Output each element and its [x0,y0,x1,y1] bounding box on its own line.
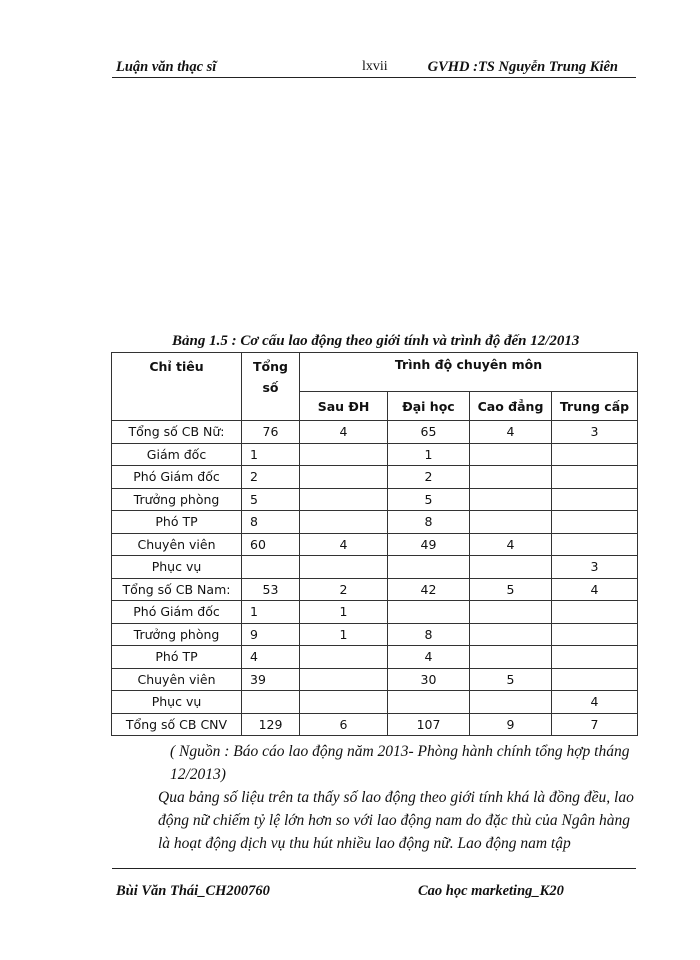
cell-sau-dh: 6 [300,713,388,736]
table-row [112,578,638,601]
table-row [112,533,638,556]
page-footer [112,868,636,899]
cell-dai-hoc: 49 [388,533,470,556]
cell-trung-cap [552,443,638,466]
cell-cao-dang: 9 [470,713,552,736]
cell-cao-dang [470,691,552,714]
table-row [112,443,638,466]
cell-cao-dang: 4 [470,533,552,556]
cell-cao-dang [470,466,552,489]
cell-total [242,691,300,714]
cell-total: 1 [242,443,300,466]
cell-cao-dang [470,556,552,579]
cell-sau-dh: 4 [300,421,388,444]
header-tong-so [242,353,300,421]
footer-program: Cao học marketing_K20 [418,883,564,899]
cell-dai-hoc [388,601,470,624]
source-text: ( Nguồn : Báo cáo lao động năm 2013- Phòng hành chính tổng hợp tháng 12/2013) [170,743,630,783]
cell-trung-cap [552,623,638,646]
cell-sau-dh [300,466,388,489]
cell-total: 5 [242,488,300,511]
cell-trung-cap [552,646,638,669]
table-row [112,691,638,714]
table-row [112,466,638,489]
cell-sau-dh [300,691,388,714]
cell-total: 8 [242,511,300,534]
cell-cao-dang: 5 [470,578,552,601]
cell-total: 2 [242,466,300,489]
cell-dai-hoc: 8 [388,623,470,646]
cell-trung-cap: 4 [552,578,638,601]
cell-label: Phó TP [112,511,242,534]
table-row [112,601,638,624]
table-row [112,668,638,691]
cell-trung-cap [552,668,638,691]
header-trung-cap: Trung cấp [552,392,638,421]
cell-total: 53 [242,578,300,601]
cell-dai-hoc: 65 [388,421,470,444]
cell-sau-dh [300,488,388,511]
body-paragraph [116,786,636,855]
cell-sau-dh [300,646,388,669]
labor-structure-table [111,352,638,736]
cell-trung-cap: 7 [552,713,638,736]
table-row [112,511,638,534]
source-note [116,740,636,786]
cell-label: Trưởng phòng [112,488,242,511]
cell-dai-hoc: 42 [388,578,470,601]
cell-total [242,556,300,579]
cell-dai-hoc: 1 [388,443,470,466]
cell-cao-dang: 4 [470,421,552,444]
cell-label: Tổng số CB Nữ: [112,421,242,444]
cell-sau-dh: 4 [300,533,388,556]
body-text: Qua bảng số liệu trên ta thấy số lao động theo giới tính khá là đồng đều, lao động nữ chiếm tỷ lệ lớn hơn so với lao động nam do đặc thù của Ngân hàng là hoạt động dịch vụ thu hút nhiều lao động nữ. Lao động nam tập [158,789,634,852]
table-row [112,646,638,669]
cell-label: Chuyên viên [112,668,242,691]
cell-label: Tổng số CB Nam: [112,578,242,601]
header-sau-dh: Sau ĐH [300,392,388,421]
header-thesis-type: Luận văn thạc sĩ [116,59,217,75]
cell-total: 4 [242,646,300,669]
cell-dai-hoc: 5 [388,488,470,511]
cell-dai-hoc: 2 [388,466,470,489]
cell-cao-dang [470,488,552,511]
table-row [112,421,638,444]
cell-dai-hoc [388,556,470,579]
header-advisor: GVHD :TS Nguyễn Trung Kiên [427,59,618,75]
table-row [112,713,638,736]
cell-label: Phục vụ [112,691,242,714]
cell-trung-cap: 3 [552,556,638,579]
cell-sau-dh [300,668,388,691]
cell-label: Trưởng phòng [112,623,242,646]
header-tong-so-line2: số [262,380,279,395]
header-cao-dang: Cao đẳng [470,392,552,421]
cell-total: 39 [242,668,300,691]
footer-author: Bùi Văn Thái_CH200760 [116,883,270,899]
header-tong-so-line1: Tổng [253,359,288,374]
table-header-row [112,353,638,392]
cell-trung-cap [552,511,638,534]
cell-dai-hoc: 4 [388,646,470,669]
page-number: lxvii [362,59,388,74]
header-trinh-do: Trình độ chuyên môn [300,353,638,392]
cell-label: Tổng số CB CNV [112,713,242,736]
cell-trung-cap: 4 [552,691,638,714]
cell-sau-dh [300,443,388,466]
cell-dai-hoc [388,691,470,714]
table-row [112,623,638,646]
cell-cao-dang [470,511,552,534]
cell-sau-dh: 2 [300,578,388,601]
table-row [112,556,638,579]
cell-label: Giám đốc [112,443,242,466]
cell-label: Phục vụ [112,556,242,579]
cell-cao-dang [470,646,552,669]
cell-trung-cap [552,601,638,624]
cell-sau-dh [300,511,388,534]
table-row [112,488,638,511]
cell-trung-cap: 3 [552,421,638,444]
cell-dai-hoc: 30 [388,668,470,691]
cell-label: Phó TP [112,646,242,669]
cell-dai-hoc: 8 [388,511,470,534]
header-dai-hoc: Đại học [388,392,470,421]
cell-label: Phó Giám đốc [112,601,242,624]
cell-dai-hoc: 107 [388,713,470,736]
cell-label: Chuyên viên [112,533,242,556]
cell-trung-cap [552,488,638,511]
cell-total: 60 [242,533,300,556]
cell-total: 9 [242,623,300,646]
cell-total: 129 [242,713,300,736]
cell-sau-dh: 1 [300,623,388,646]
cell-cao-dang [470,601,552,624]
cell-label: Phó Giám đốc [112,466,242,489]
cell-cao-dang [470,443,552,466]
cell-cao-dang [470,623,552,646]
table-caption: Bảng 1.5 : Cơ cấu lao động theo giới tính và trình độ đến 12/2013 [172,333,580,349]
cell-total: 76 [242,421,300,444]
cell-trung-cap [552,466,638,489]
page-header [112,57,636,78]
cell-trung-cap [552,533,638,556]
cell-total: 1 [242,601,300,624]
cell-cao-dang: 5 [470,668,552,691]
header-chi-tieu: Chỉ tiêu [112,353,242,421]
cell-sau-dh [300,556,388,579]
cell-sau-dh: 1 [300,601,388,624]
